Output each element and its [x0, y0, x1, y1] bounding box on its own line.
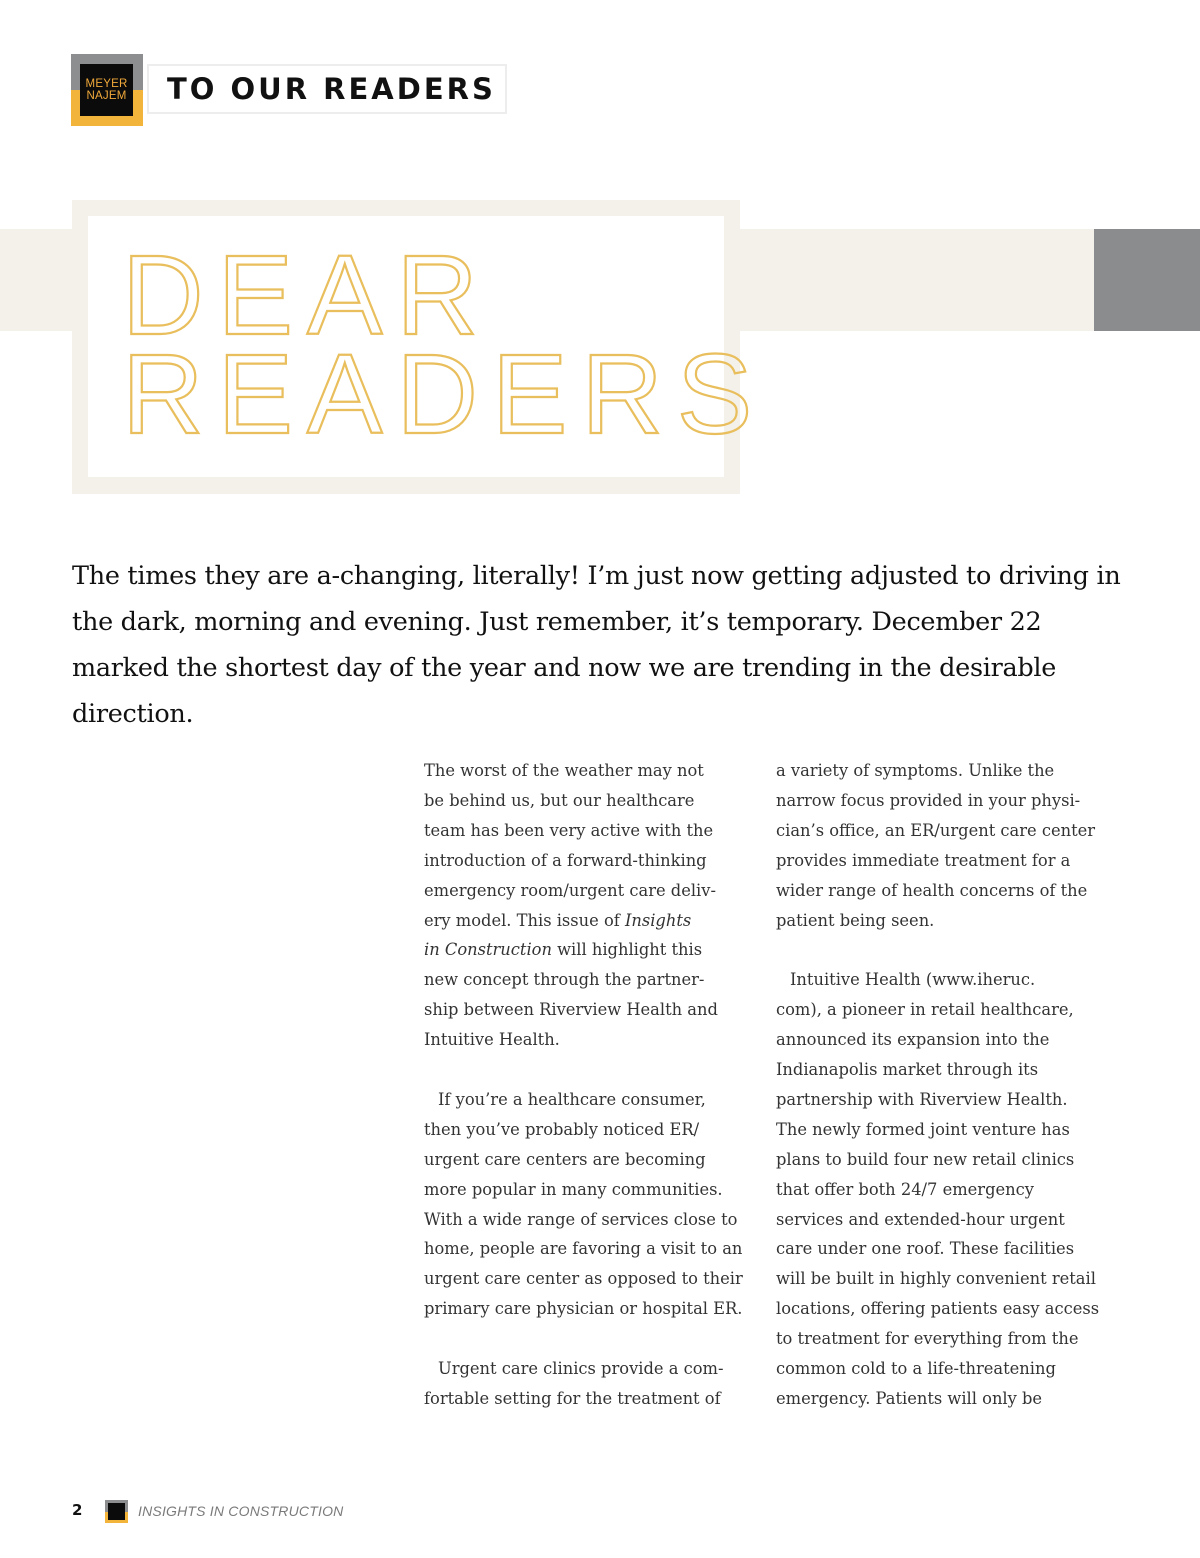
publication-title-italic: in Construction: [424, 940, 552, 960]
lead-paragraph: The times they are a-changing, literally! I’m just now getting adjusted to driving in the dark, morning and evening. Just remember, it’s temporary. December 22 marked the shortest day of the year and now we are trending in the desirable direction.: [72, 561, 1121, 729]
text-line: primary care physician or hospital ER.: [424, 1299, 743, 1319]
banner-band-right: [740, 229, 1094, 331]
text-line: services and extended-hour urgent: [776, 1209, 1065, 1229]
section-title: TO OUR READERS: [167, 72, 496, 106]
headline-line-2: READERS: [122, 331, 767, 457]
section-title-box: [147, 64, 507, 114]
text-line: team has been very active with the: [424, 820, 714, 840]
text-line: announced its expansion into the: [776, 1030, 1050, 1050]
footer-logo: [105, 1500, 128, 1523]
text-line: emergency room/urgent care deliv-: [424, 880, 716, 900]
text-line: introduction of a forward-thinking: [424, 850, 707, 870]
text-line: com), a pioneer in retail healthcare,: [776, 1000, 1074, 1020]
text-line: wider range of health concerns of the: [776, 880, 1088, 900]
text-line: Urgent care clinics provide a com-: [438, 1359, 724, 1379]
paragraph-5: [776, 965, 1106, 1414]
text-line: With a wide range of services close to: [424, 1209, 738, 1229]
text-line: If you’re a healthcare consumer,: [438, 1089, 706, 1109]
text-line: emergency. Patients will only be: [776, 1389, 1043, 1409]
body-column-1: [424, 756, 754, 1444]
text-line: care under one roof. These facilities: [776, 1239, 1075, 1259]
text-line: new concept through the partner-: [424, 970, 705, 990]
logo-word-meyer: MEYER: [85, 78, 128, 90]
banner-grey-block: [1094, 229, 1200, 331]
text-line: Intuitive Health.: [424, 1030, 560, 1050]
text-line: more popular in many communities.: [424, 1179, 723, 1199]
text-line: that offer both 24/7 emergency: [776, 1179, 1034, 1199]
text-line: a variety of symptoms. Unlike the: [776, 761, 1055, 780]
text-line: urgent care center as opposed to their: [424, 1269, 743, 1289]
text-line: ship between Riverview Health and: [424, 1000, 718, 1020]
text-line: be behind us, but our healthcare: [424, 790, 695, 810]
text-line: locations, offering patients easy access: [776, 1299, 1100, 1319]
paragraph-1: [424, 756, 754, 1055]
text-line: patient being seen.: [776, 910, 935, 930]
text-line: cian’s office, an ER/urgent care center: [776, 820, 1096, 840]
publication-title-italic: Insights: [624, 910, 692, 930]
text-line: The newly formed joint venture has: [776, 1119, 1070, 1139]
text-line: then you’ve probably noticed ER/: [424, 1119, 700, 1139]
text-run: ery model. This issue of: [424, 910, 625, 930]
publication-name: INSIGHTS IN CONSTRUCTION: [138, 1503, 344, 1519]
text-line: to treatment for everything from the: [776, 1329, 1079, 1349]
text-line: The worst of the weather may not: [424, 761, 704, 780]
text-line: fortable setting for the treatment of: [424, 1389, 721, 1408]
text-line: [424, 906, 754, 936]
text-line: Indianapolis market through its: [776, 1060, 1039, 1080]
page-number: 2: [72, 1501, 83, 1519]
text-line: provides immediate treatment for a: [776, 850, 1071, 870]
text-line: Intuitive Health (www.iheruc.: [790, 970, 1036, 990]
text-run: will highlight this: [551, 940, 703, 960]
text-line: urgent care centers are becoming: [424, 1149, 706, 1169]
page-headline: [122, 232, 767, 457]
banner-band-left: [0, 229, 72, 331]
paragraph-3: [424, 1354, 754, 1414]
paragraph-2: [424, 1085, 754, 1324]
text-line: will be built in highly convenient retail: [776, 1269, 1096, 1289]
text-line: [424, 935, 754, 965]
paragraph-4: [776, 756, 1106, 935]
logo-word-najem: NAJEM: [86, 90, 127, 102]
body-column-2: [776, 756, 1106, 1444]
text-line: narrow focus provided in your physi-: [776, 790, 1081, 810]
company-logo: [71, 54, 143, 126]
text-line: common cold to a life-threatening: [776, 1359, 1056, 1379]
text-line: partnership with Riverview Health.: [776, 1089, 1068, 1109]
text-line: plans to build four new retail clinics: [776, 1149, 1075, 1169]
headline-line-1: DEAR: [122, 232, 492, 358]
text-line: home, people are favoring a visit to an: [424, 1239, 743, 1259]
